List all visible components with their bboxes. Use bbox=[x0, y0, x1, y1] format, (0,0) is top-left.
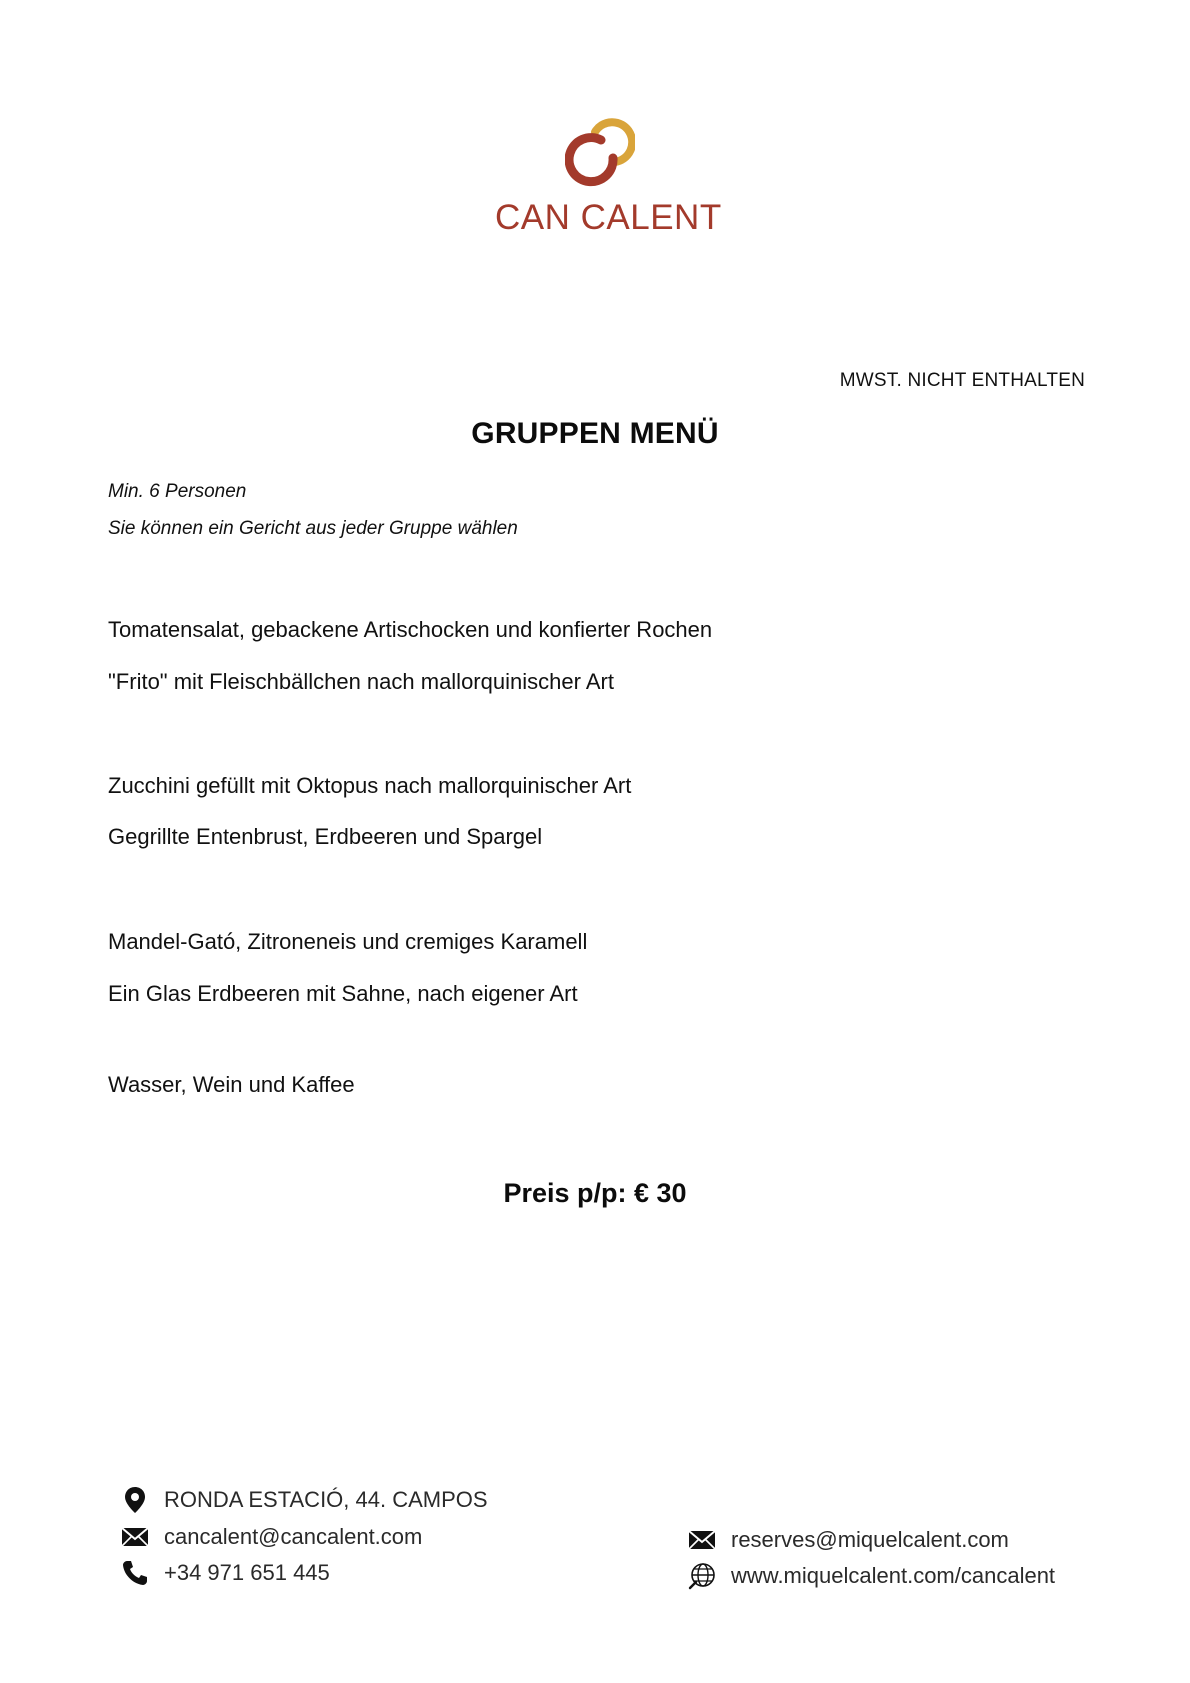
menu-dish: Mandel-Gató, Zitroneneis und cremiges Karamell bbox=[108, 929, 588, 954]
brand-logo bbox=[495, 118, 722, 248]
footer-reservations-text[interactable]: reserves@miquelcalent.com bbox=[731, 1527, 1009, 1552]
footer-phone[interactable] bbox=[120, 1558, 330, 1588]
footer-address-text: RONDA ESTACIÓ, 44. CAMPOS bbox=[164, 1487, 488, 1512]
price-per-person: Preis p/p: € 30 bbox=[503, 1178, 687, 1208]
envelope-icon bbox=[687, 1525, 717, 1555]
globe-icon bbox=[687, 1561, 717, 1591]
envelope-icon bbox=[120, 1522, 150, 1552]
menu-dish: "Frito" mit Fleischbällchen nach mallorquinischer Art bbox=[108, 669, 614, 694]
menu-title: GRUPPEN MENÜ bbox=[471, 417, 719, 450]
interlocking-c-logo-icon bbox=[565, 118, 635, 194]
footer-email-text[interactable]: cancalent@cancalent.com bbox=[164, 1524, 423, 1549]
menu-dish: Tomatensalat, gebackene Artischocken und konfierter Rochen bbox=[108, 617, 713, 642]
menu-dish: Zucchini gefüllt mit Oktopus nach mallorquinischer Art bbox=[108, 773, 632, 798]
footer-email[interactable] bbox=[120, 1522, 422, 1552]
footer-phone-text[interactable]: +34 971 651 445 bbox=[164, 1560, 330, 1585]
subtitle-min-persons: Min. 6 Personen bbox=[108, 481, 247, 502]
location-pin-icon bbox=[120, 1485, 150, 1515]
menu-drinks: Wasser, Wein und Kaffee bbox=[108, 1072, 355, 1097]
footer-reservations[interactable] bbox=[687, 1525, 1009, 1555]
menu-dish: Ein Glas Erdbeeren mit Sahne, nach eigener Art bbox=[108, 981, 578, 1006]
subtitle-choice-note: Sie können ein Gericht aus jeder Gruppe wählen bbox=[108, 518, 518, 539]
footer-website[interactable] bbox=[687, 1561, 1055, 1591]
brand-name: CAN CALENT bbox=[495, 198, 722, 237]
footer-website-text[interactable]: www.miquelcalent.com/cancalent bbox=[731, 1563, 1056, 1588]
menu-dish: Gegrillte Entenbrust, Erdbeeren und Spargel bbox=[108, 824, 543, 849]
vat-note: MWST. NICHT ENTHALTEN bbox=[839, 370, 1085, 391]
phone-icon bbox=[120, 1558, 150, 1588]
footer-address bbox=[120, 1485, 488, 1515]
